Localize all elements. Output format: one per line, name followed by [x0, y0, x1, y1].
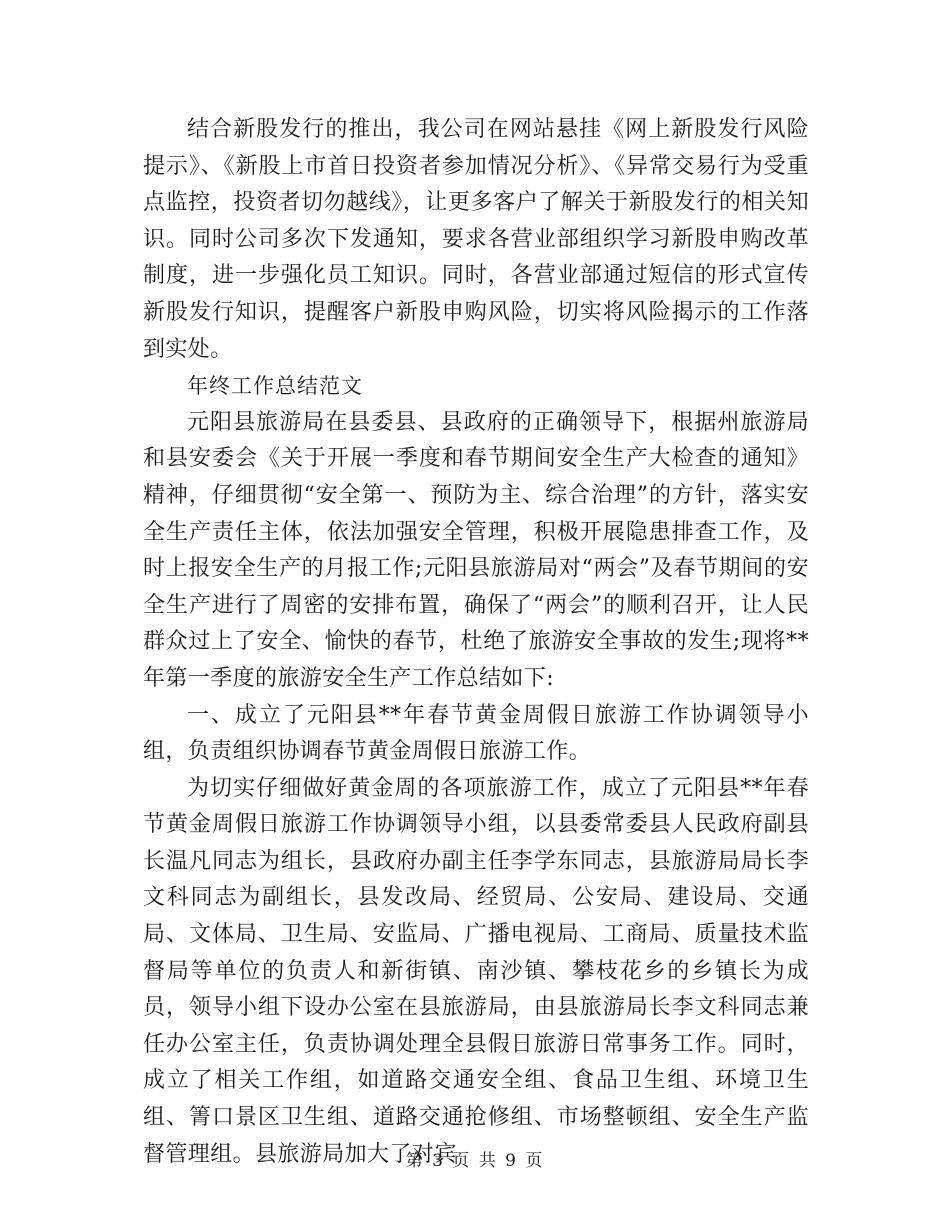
section-heading: 年终工作总结范文 — [187, 374, 363, 399]
paragraph-item-one: 一、成立了元阳县**年春节黄金周假日旅游工作协调领导小组，负责组织协调春节黄金周假日旅游工作。 — [143, 702, 809, 765]
paragraph-safety-summary: 元阳县旅游局在县委县、县政府的正确领导下，根据州旅游局和县安委会《关于开展一季度和春节期间安全生产大检查的通知》精神，仔细贯彻“安全第一、预防为主、综合治理”的方针，落实安全生产责任主体，依法加强安全管理，积极开展隐患排查工作，及时上报安全生产的月报工作;元阳县旅游局对“两会”及春节期间的安全生产进行了周密的安排布置，确保了“两会”的顺利召开，让人民群众过上了安全、愉快的春节，杜绝了旅游安全事故的发生;现将**年第一季度的旅游安全生产工作总结如下: — [143, 409, 809, 691]
paragraph-leadership-group: 为切实仔细做好黄金周的各项旅游工作，成立了元阳县**年春节黄金周假日旅游工作协调领导小组，以县委常委县人民政府副县长温凡同志为组长，县政府办副主任李学东同志，县旅游局局长李文科同志为副组长，县发改局、经贸局、公安局、建设局、交通局、文体局、卫生局、安监局、广播电视局、工商局、质量技术监督局等单位的负责人和新街镇、南沙镇、攀枝花乡的乡镇长为成员，领导小组下设办公室在县旅游局，由县旅游局长李文科同志兼任办公室主任，负责协调处理全县假日旅游日常事务工作。同时，成立了相关工作组，如道路交通安全组、食品卫生组、环境卫生组、箐口景区卫生组、道路交通抢修组、市场整顿组、安全生产监督管理组。县旅游局加大了对宾 — [143, 775, 809, 1167]
paragraph-risk-disclosure: 结合新股发行的推出，我公司在网站悬挂《网上新股发行风险提示》、《新股上市首日投资者参加情况分析》、《异常交易行为受重点监控，投资者切勿越线》，让更多客户了解关于新股发行的相关知识。同时公司多次下发通知，要求各营业部组织学习新股申购改革制度，进一步强化员工知识。同时，各营业部通过短信的形式宣传新股发行知识，提醒客户新股申购风险，切实将风险揭示的工作落到实处。 — [143, 117, 809, 362]
page-number-footer: 第 3 页 共 9 页 — [405, 1151, 545, 1171]
document-body — [143, 112, 809, 1173]
